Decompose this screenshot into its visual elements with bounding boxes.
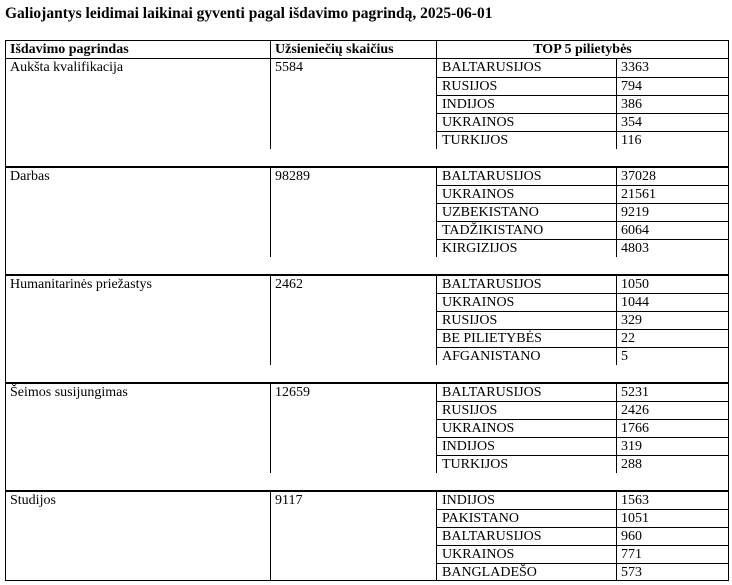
country-count-cell: 2426 bbox=[617, 401, 729, 419]
table-row bbox=[6, 563, 729, 581]
country-cell: UKRAINOS bbox=[437, 419, 617, 437]
basis-cell-empty bbox=[6, 527, 271, 545]
group-separator-row bbox=[6, 257, 729, 275]
count-cell-empty bbox=[271, 437, 437, 455]
count-cell: 2462 bbox=[271, 275, 437, 293]
basis-cell-empty bbox=[6, 545, 271, 563]
country-cell: INDIJOS bbox=[437, 95, 617, 113]
count-cell-empty bbox=[271, 185, 437, 203]
country-count-cell: 1051 bbox=[617, 509, 729, 527]
count-cell-empty bbox=[271, 113, 437, 131]
country-count-cell: 116 bbox=[617, 131, 729, 149]
country-cell: BANGLADEŠO bbox=[437, 563, 617, 581]
table-row bbox=[6, 527, 729, 545]
basis-cell-empty bbox=[6, 455, 271, 473]
count-cell-empty bbox=[271, 545, 437, 563]
country-cell: BALTARUSIJOS bbox=[437, 527, 617, 545]
count-cell-empty bbox=[271, 401, 437, 419]
basis-cell: Aukšta kvalifikacija bbox=[6, 59, 271, 77]
table-row bbox=[6, 491, 729, 509]
basis-cell-empty bbox=[6, 221, 271, 239]
group-separator-row bbox=[6, 149, 729, 167]
count-cell-empty bbox=[271, 563, 437, 581]
country-count-cell: 960 bbox=[617, 527, 729, 545]
header-count: Užsieniečių skaičius bbox=[271, 41, 437, 59]
count-cell-empty bbox=[271, 293, 437, 311]
basis-cell-empty bbox=[6, 185, 271, 203]
basis-cell-empty bbox=[6, 509, 271, 527]
count-cell-empty bbox=[271, 329, 437, 347]
country-count-cell: 4803 bbox=[617, 239, 729, 257]
count-cell: 98289 bbox=[271, 167, 437, 185]
country-cell: BALTARUSIJOS bbox=[437, 167, 617, 185]
country-cell: TURKIJOS bbox=[437, 131, 617, 149]
country-count-cell: 37028 bbox=[617, 167, 729, 185]
basis-cell-empty bbox=[6, 419, 271, 437]
country-cell: UKRAINOS bbox=[437, 113, 617, 131]
country-count-cell: 794 bbox=[617, 77, 729, 95]
table-row bbox=[6, 347, 729, 365]
basis-cell-empty bbox=[6, 203, 271, 221]
table-row bbox=[6, 239, 729, 257]
basis-cell: Humanitarinės priežastys bbox=[6, 275, 271, 293]
country-count-cell: 1766 bbox=[617, 419, 729, 437]
table-row bbox=[6, 419, 729, 437]
country-count-cell: 6064 bbox=[617, 221, 729, 239]
table-row bbox=[6, 221, 729, 239]
country-cell: BALTARUSIJOS bbox=[437, 383, 617, 401]
table-body bbox=[6, 59, 729, 581]
basis-cell-empty bbox=[6, 437, 271, 455]
count-cell: 9117 bbox=[271, 491, 437, 509]
country-cell: TADŽIKISTANO bbox=[437, 221, 617, 239]
country-count-cell: 573 bbox=[617, 563, 729, 581]
country-count-cell: 1050 bbox=[617, 275, 729, 293]
country-cell: RUSIJOS bbox=[437, 401, 617, 419]
count-cell-empty bbox=[271, 131, 437, 149]
table-row bbox=[6, 203, 729, 221]
country-count-cell: 329 bbox=[617, 311, 729, 329]
country-count-cell: 354 bbox=[617, 113, 729, 131]
count-cell-empty bbox=[271, 347, 437, 365]
count-cell-empty bbox=[271, 77, 437, 95]
basis-cell: Studijos bbox=[6, 491, 271, 509]
country-count-cell: 1044 bbox=[617, 293, 729, 311]
table-row bbox=[6, 113, 729, 131]
group-separator-row bbox=[6, 473, 729, 491]
country-cell: RUSIJOS bbox=[437, 77, 617, 95]
count-cell-empty bbox=[271, 419, 437, 437]
table-row bbox=[6, 383, 729, 401]
basis-cell-empty bbox=[6, 293, 271, 311]
country-cell: UKRAINOS bbox=[437, 293, 617, 311]
group-separator-row bbox=[6, 365, 729, 383]
count-cell-empty bbox=[271, 527, 437, 545]
basis-cell-empty bbox=[6, 401, 271, 419]
basis-cell-empty bbox=[6, 239, 271, 257]
count-cell-empty bbox=[271, 311, 437, 329]
basis-cell-empty bbox=[6, 329, 271, 347]
count-cell: 5584 bbox=[271, 59, 437, 77]
basis-cell-empty bbox=[6, 95, 271, 113]
country-cell: BALTARUSIJOS bbox=[437, 59, 617, 77]
basis-cell-empty bbox=[6, 131, 271, 149]
table-row bbox=[6, 131, 729, 149]
country-cell: PAKISTANO bbox=[437, 509, 617, 527]
count-cell-empty bbox=[271, 203, 437, 221]
permits-table bbox=[5, 40, 729, 581]
country-cell: KIRGIZIJOS bbox=[437, 239, 617, 257]
basis-cell-empty bbox=[6, 347, 271, 365]
table-row bbox=[6, 167, 729, 185]
count-cell-empty bbox=[271, 95, 437, 113]
table-row bbox=[6, 437, 729, 455]
count-cell-empty bbox=[271, 239, 437, 257]
country-cell: INDIJOS bbox=[437, 491, 617, 509]
country-cell: UKRAINOS bbox=[437, 185, 617, 203]
table-header-row bbox=[6, 41, 729, 59]
table-row bbox=[6, 311, 729, 329]
document-title: Galiojantys leidimai laikinai gyventi pagal išdavimo pagrindą, 2025-06-01 bbox=[5, 5, 493, 22]
country-cell: INDIJOS bbox=[437, 437, 617, 455]
country-count-cell: 319 bbox=[617, 437, 729, 455]
table-row bbox=[6, 77, 729, 95]
country-cell: TURKIJOS bbox=[437, 455, 617, 473]
basis-cell-empty bbox=[6, 311, 271, 329]
country-count-cell: 22 bbox=[617, 329, 729, 347]
count-cell-empty bbox=[271, 509, 437, 527]
country-count-cell: 771 bbox=[617, 545, 729, 563]
count-cell-empty bbox=[271, 455, 437, 473]
country-cell: UKRAINOS bbox=[437, 545, 617, 563]
header-top5: TOP 5 pilietybės bbox=[437, 41, 729, 59]
table-row bbox=[6, 401, 729, 419]
table-row bbox=[6, 545, 729, 563]
table-row bbox=[6, 509, 729, 527]
country-cell: UZBEKISTANO bbox=[437, 203, 617, 221]
basis-cell-empty bbox=[6, 113, 271, 131]
country-cell: AFGANISTANO bbox=[437, 347, 617, 365]
table-row bbox=[6, 293, 729, 311]
country-cell: BE PILIETYBĖS bbox=[437, 329, 617, 347]
table-row bbox=[6, 185, 729, 203]
table-row bbox=[6, 95, 729, 113]
table-row bbox=[6, 59, 729, 77]
country-count-cell: 9219 bbox=[617, 203, 729, 221]
country-count-cell: 1563 bbox=[617, 491, 729, 509]
country-count-cell: 288 bbox=[617, 455, 729, 473]
table-row bbox=[6, 455, 729, 473]
basis-cell-empty bbox=[6, 77, 271, 95]
basis-cell: Darbas bbox=[6, 167, 271, 185]
count-cell: 12659 bbox=[271, 383, 437, 401]
count-cell-empty bbox=[271, 221, 437, 239]
country-count-cell: 5 bbox=[617, 347, 729, 365]
country-cell: BALTARUSIJOS bbox=[437, 275, 617, 293]
header-basis: Išdavimo pagrindas bbox=[6, 41, 271, 59]
country-count-cell: 5231 bbox=[617, 383, 729, 401]
basis-cell: Šeimos susijungimas bbox=[6, 383, 271, 401]
table-row bbox=[6, 275, 729, 293]
country-cell: RUSIJOS bbox=[437, 311, 617, 329]
country-count-cell: 21561 bbox=[617, 185, 729, 203]
country-count-cell: 386 bbox=[617, 95, 729, 113]
table-row bbox=[6, 329, 729, 347]
basis-cell-empty bbox=[6, 563, 271, 581]
country-count-cell: 3363 bbox=[617, 59, 729, 77]
